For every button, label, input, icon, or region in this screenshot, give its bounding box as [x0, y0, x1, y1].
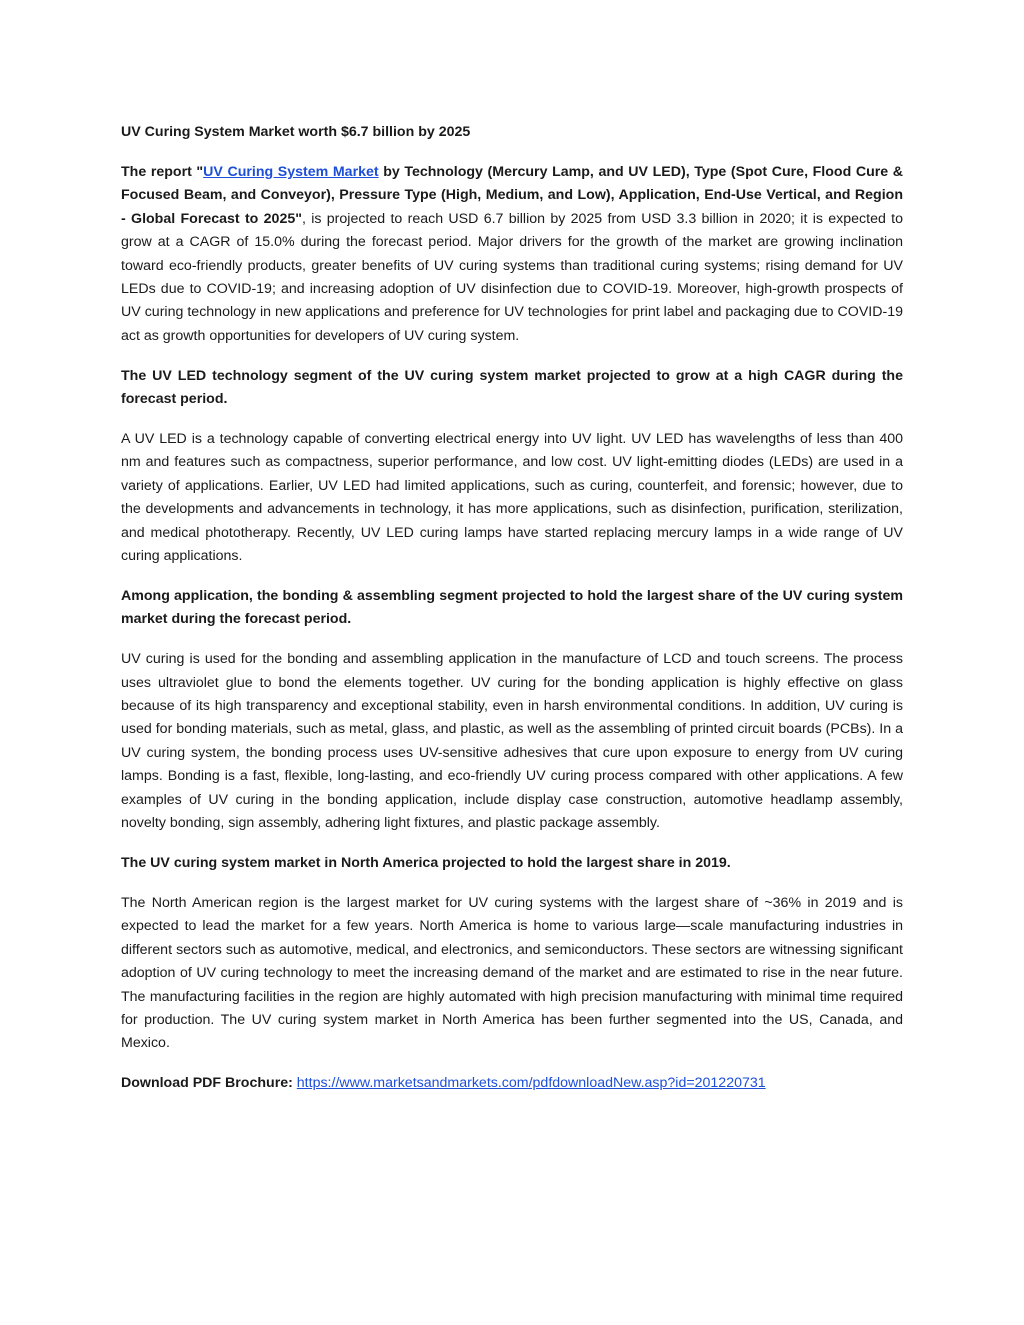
section-body-bonding: UV curing is used for the bonding and assembling application in the manufacture of LCD and touch screens. The process uses ultraviolet glue to bond the elements together. UV curing for the bonding application is highly effective on glass because of its high transparency and exceptional stability, even in harsh environmental conditions. In addition, UV curing is used for bonding materials, such as metal, glass, and plastic, as well as the assembling of printed circuit boards (PCBs). In a UV curing system, the bonding process uses UV-sensitive adhesives that cure upon exposure to energy from UV curing lamps. Bonding is a fast, flexible, long-lasting, and eco-friendly UV curing process compared with other applications. A few examples of UV curing in the bonding application, include display case construction, automotive headlamp assembly, novelty bonding, sign assembly, adhering light fixtures, and plastic package assembly.	[121, 651, 903, 832]
intro-report-title: by Technology (Mercury Lamp, and UV LED), Type (Spot Cure, Flood Cure & Focused Beam, and Conveyor), Pressure Type (High, Medium, and Low), Application, End-Use Vertical, and Region - Global Forecast to 2025"	[121, 163, 904, 227]
download-label: Download PDF Brochure:	[121, 1075, 293, 1092]
document-page	[121, 121, 903, 1096]
download-link[interactable]: https://www.marketsandmarkets.com/pdfdownloadNew.asp?id=201220731	[296, 1075, 766, 1092]
section-heading-bonding: Among application, the bonding & assembling segment projected to hold the largest share of the UV curing system market during the forecast period.	[121, 587, 903, 628]
section-heading-uv-led: The UV LED technology segment of the UV curing system market projected to grow at a high CAGR during the forecast period.	[121, 367, 903, 408]
download-line	[121, 1072, 903, 1095]
report-link[interactable]: UV Curing System Market	[203, 163, 379, 180]
intro-body: , is projected to reach USD 6.7 billion by 2025 from USD 3.3 billion in 2020; it is expected to grow at a CAGR of 15.0% during the forecast period. Major drivers for the growth of the market are growing inclination toward eco-friendly products, greater benefits of UV curing systems than traditional curing systems; rising demand for UV LEDs due to COVID-19; and increasing adoption of UV disinfection due to COVID-19. Moreover, high-growth prospects of UV curing technology in new applications and preference for UV technologies for print label and packaging due to COVID-19 act as growth opportunities for developers of UV curing system.	[121, 210, 904, 344]
intro-prefix: The report "	[121, 163, 204, 180]
intro-paragraph	[121, 161, 903, 348]
section-heading-north-america: The UV curing system market in North America projected to hold the largest share in 2019.	[121, 854, 731, 871]
section-body-uv-led: A UV LED is a technology capable of converting electrical energy into UV light. UV LED has wavelengths of less than 400 nm and features such as compactness, superior performance, and low cost. UV light-emitting diodes (LEDs) are used in a variety of applications. Earlier, UV LED had limited applications, such as curing, counterfeit, and forensic; however, due to the developments and advancements in technology, it has more applications, such as disinfection, purification, sterilization, and medical phototherapy. Recently, UV LED curing lamps have started replacing mercury lamps in a wide range of UV curing applications.	[121, 430, 903, 564]
section-body-north-america: The North American region is the largest market for UV curing systems with the largest share of ~36% in 2019 and is expected to lead the market for a few years. North America is home to various large—scale manufacturing industries in different sectors such as automotive, medical, and electronics, and semiconductors. These sectors are witnessing significant adoption of UV curing technology to meet the increasing demand of the market and are estimated to rise in the near future. The manufacturing facilities in the region are highly automated with high precision manufacturing with minimal time required for production. The UV curing system market in North America has been further segmented into the US, Canada, and Mexico.	[121, 894, 903, 1052]
document-title: UV Curing System Market worth $6.7 billion by 2025	[121, 124, 471, 140]
